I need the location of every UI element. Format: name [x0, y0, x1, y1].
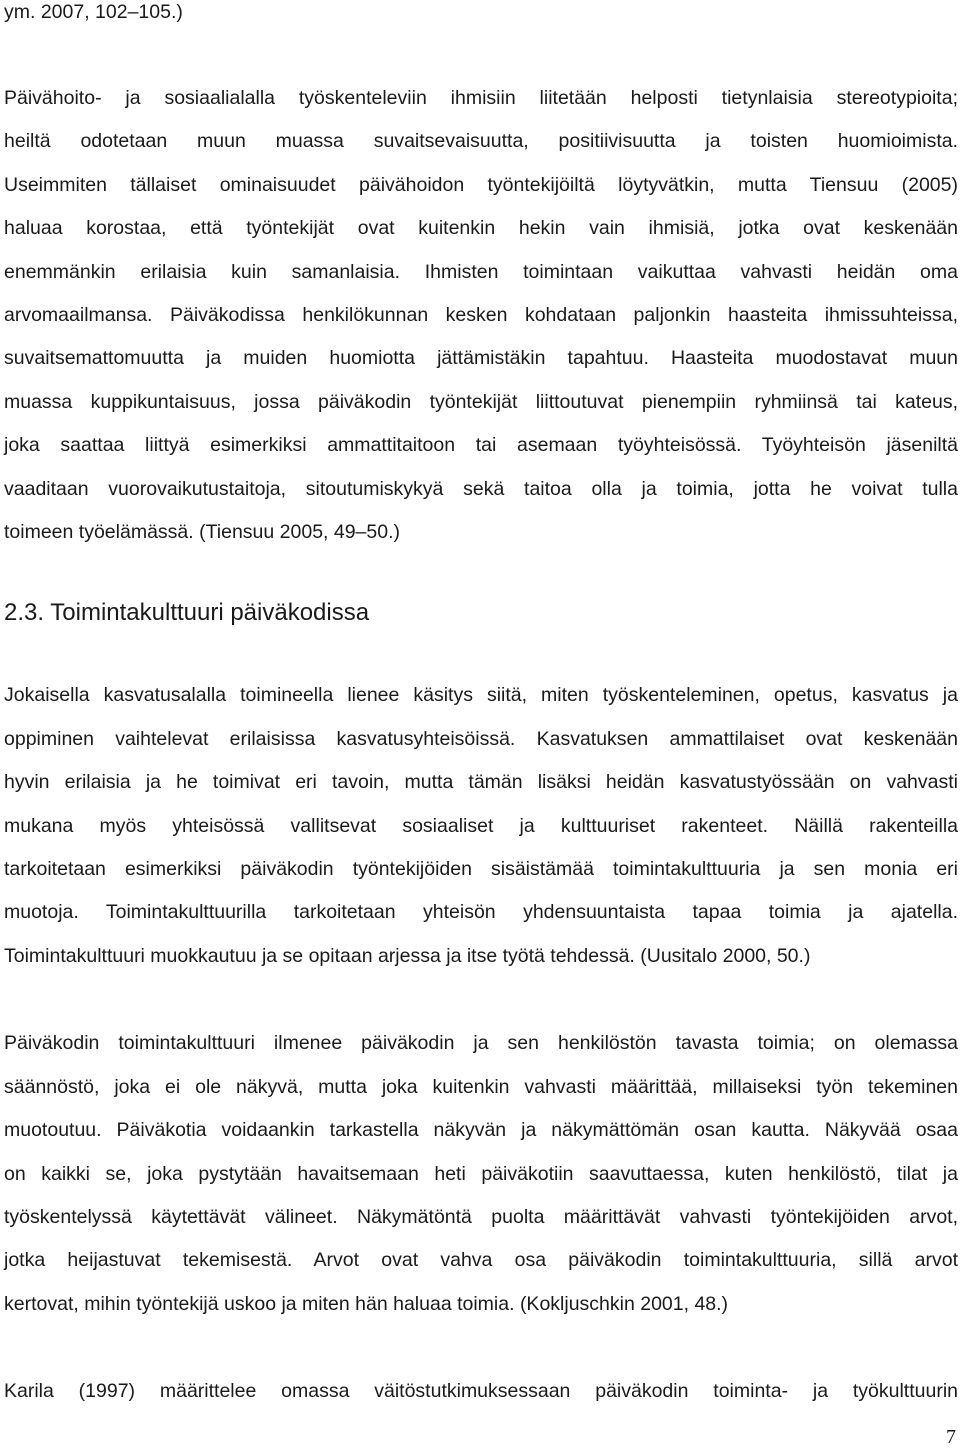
- text-line: toimeen työelämässä. (Tiensuu 2005, 49–50.): [4, 521, 401, 543]
- text-line: joka saattaa liittyä esimerkiksi ammattitaitoon tai asemaan työyhteisössä. Työyhteisön jäseniltä: [4, 434, 958, 456]
- text-line: tarkoitetaan esimerkiksi päiväkodin työntekijöiden sisäistämää toimintakulttuuria ja sen monia eri: [4, 858, 958, 880]
- text-line: Useimmiten tällaiset ominaisuudet päivähoidon työntekijöiltä löytyvätkin, mutta Tiensuu (2005): [4, 174, 958, 196]
- text-line: mukana myös yhteisössä vallitsevat sosiaaliset ja kulttuuriset rakenteet. Näillä rakenteilla: [4, 815, 958, 837]
- text-line: Päiväkodin toimintakulttuuri ilmenee päiväkodin ja sen henkilöstön tavasta toimia; on olemassa: [4, 1032, 958, 1054]
- text-line: Päivähoito- ja sosiaalialalla työskenteleviin ihmisiin liitetään helposti tietynlaisia stereotypioita;: [4, 87, 958, 109]
- text-line: suvaitsemattomuutta ja muiden huomiotta jättämistäkin tapahtuu. Haasteita muodostavat muun: [4, 347, 958, 369]
- page-number: 7: [946, 1426, 956, 1448]
- text-line: heiltä odotetaan muun muassa suvaitsevaisuutta, positiivisuutta ja toisten huomioimista.: [4, 130, 958, 152]
- text-line: haluaa korostaa, että työntekijät ovat kuitenkin hekin vain ihmisiä, jotka ovat keskenään: [4, 217, 958, 239]
- text-line: hyvin erilaisia ja he toimivat eri tavoin, mutta tämän lisäksi heidän kasvatustyössään on vahvasti: [4, 771, 958, 793]
- text-line: vaaditaan vuorovaikutustaitoja, sitoutumiskykyä sekä taitoa olla ja toimia, jotta he voivat tulla: [4, 478, 958, 500]
- text-line: Jokaisella kasvatusalalla toimineella lienee käsitys siitä, miten työskenteleminen, opetus, kasvatus ja: [4, 684, 958, 706]
- text-line: Toimintakulttuuri muokkautuu ja se opitaan arjessa ja itse työtä tehdessä. (Uusitalo 2000, 50.): [4, 945, 811, 967]
- text-line: muotoutuu. Päiväkotia voidaankin tarkastella näkyvän ja näkymättömän osan kautta. Näkyvää osaa: [4, 1119, 958, 1141]
- text-line: kertovat, mihin työntekijä uskoo ja miten hän haluaa toimia. (Kokljuschkin 2001, 48.): [4, 1293, 729, 1315]
- text-line: arvomaailmansa. Päiväkodissa henkilökunnan kesken kohdataan paljonkin haasteita ihmissuhteissa,: [4, 304, 958, 326]
- text-line: jotka heijastuvat tekemisestä. Arvot ovat vahva osa päiväkodin toimintakulttuuria, sillä arvot: [4, 1249, 958, 1271]
- section-heading: 2.3. Toimintakulttuuri päiväkodissa: [4, 599, 370, 626]
- text-line: Karila (1997) määrittelee omassa väitöstutkimuksessaan päiväkodin toiminta- ja työkulttuurin: [4, 1380, 958, 1402]
- text-line: enemmänkin erilaisia kuin samanlaisia. Ihmisten toimintaan vaikuttaa vahvasti heidän oma: [4, 261, 958, 283]
- text-line: ym. 2007, 102–105.): [4, 1, 183, 23]
- text-line: työskentelyssä käytettävät välineet. Näkymätöntä puolta määrittävät vahvasti työntekijöiden arvot,: [4, 1206, 958, 1228]
- text-line: muotoja. Toimintakulttuurilla tarkoitetaan yhteisön yhdensuuntaista tapaa toimia ja ajatella.: [4, 901, 958, 923]
- text-line: säännöstö, joka ei ole näkyvä, mutta joka kuitenkin vahvasti määrittää, millaiseksi työn tekeminen: [4, 1076, 958, 1098]
- text-line: oppiminen vaihtelevat erilaisissa kasvatusyhteisöissä. Kasvatuksen ammattilaiset ovat keskenään: [4, 728, 958, 750]
- text-line: on kaikki se, joka pystytään havaitsemaan heti päiväkotiin saavuttaessa, kuten henkilöstö, tilat ja: [4, 1163, 958, 1185]
- text-line: muassa kuppikuntaisuus, jossa päiväkodin työntekijät liittoutuvat pienempiin ryhmiinsä tai kateus,: [4, 391, 958, 413]
